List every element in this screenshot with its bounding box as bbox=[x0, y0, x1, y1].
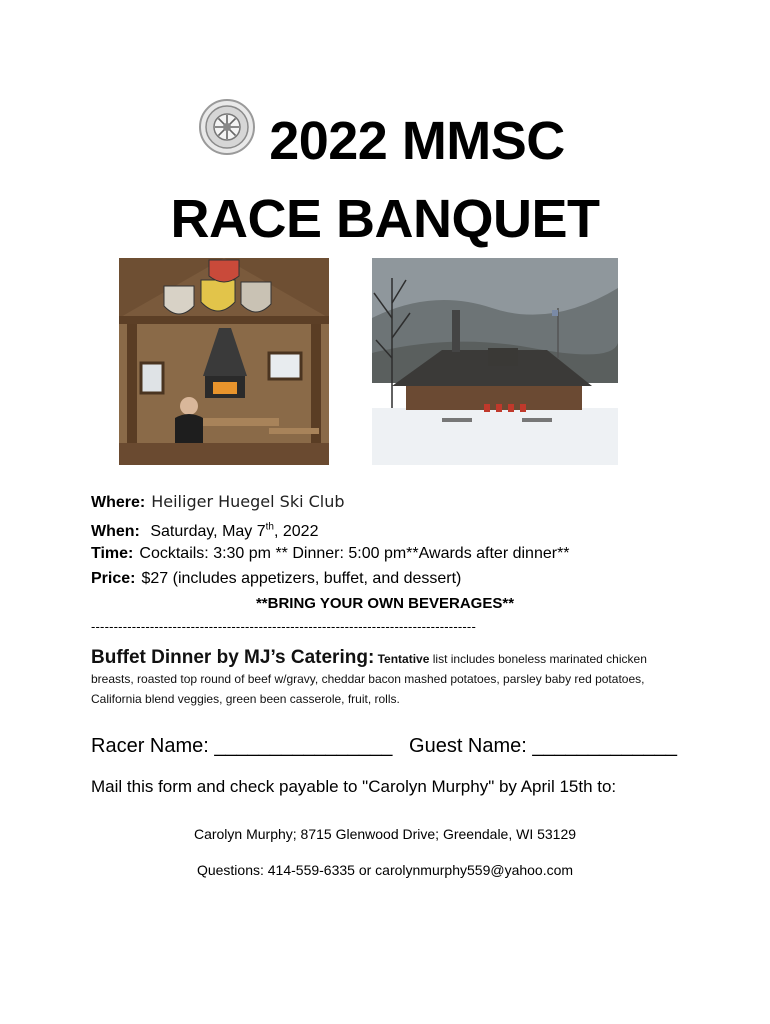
title-line-1: 2022 MMSC bbox=[269, 111, 565, 171]
interior-photo bbox=[119, 258, 329, 465]
exterior-photo bbox=[372, 258, 618, 465]
where-row bbox=[91, 492, 345, 513]
contact-info: Questions: 414-559-6335 or carolynmurphy559@yahoo.com bbox=[196, 862, 574, 878]
racer-name-field[interactable]: Racer Name: ________________ bbox=[91, 735, 393, 757]
mail-instructions: Mail this form and check payable to "Carolyn Murphy" by April 15th to: bbox=[91, 777, 617, 796]
price-row bbox=[91, 569, 461, 589]
where-value: Heiliger Huegel Ski Club bbox=[151, 492, 345, 511]
tentative-label: Tentative bbox=[377, 652, 430, 666]
where-label: Where: bbox=[91, 494, 146, 511]
time-value: Cocktails: 3:30 pm ** Dinner: 5:00 pm**Awards after dinner** bbox=[139, 545, 570, 562]
when-date: Saturday, May 7 bbox=[150, 523, 266, 541]
when-suffix: th bbox=[265, 522, 274, 533]
when-label: When: bbox=[91, 523, 140, 541]
title-line-2: RACE BANQUET bbox=[170, 189, 600, 249]
price-label: Price: bbox=[91, 570, 136, 587]
time-label: Time: bbox=[91, 545, 134, 562]
price-value: $27 (includes appetizers, buffet, and dessert) bbox=[141, 570, 462, 587]
when-value bbox=[150, 523, 318, 540]
name-fields bbox=[91, 733, 677, 759]
time-row bbox=[91, 544, 570, 564]
buffet-section bbox=[91, 648, 681, 709]
divider: ------------------------------------------------------------------------------------- bbox=[91, 620, 476, 634]
buffet-heading: Buffet Dinner by MJ’s Catering: bbox=[91, 647, 375, 668]
mailing-address: Carolyn Murphy; 8715 Glenwood Drive; Greendale, WI 53129 bbox=[193, 826, 577, 842]
byo-notice: **BRING YOUR OWN BEVERAGES** bbox=[255, 595, 515, 612]
when-row bbox=[91, 518, 318, 542]
guest-name-field[interactable]: Guest Name: _____________ bbox=[409, 735, 677, 757]
buffet-menu: list includes boneless marinated chicken breasts, roasted top round of beef w/gravy, cheddar bacon mashed potatoes, parsley baby red potatoes, California blend veggies, green been casserole, fruit, rolls. bbox=[91, 652, 647, 706]
when-year: , 2022 bbox=[273, 523, 319, 541]
